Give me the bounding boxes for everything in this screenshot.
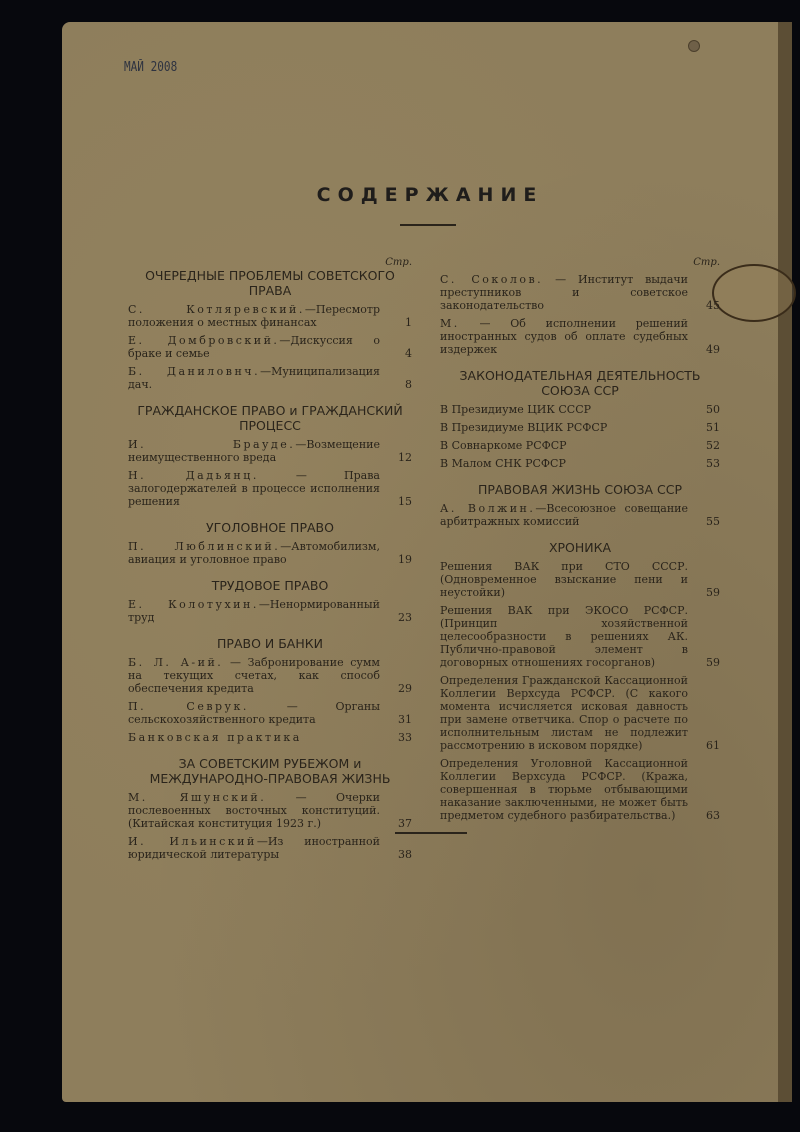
- binding-hole: [688, 40, 700, 52]
- section-heading: ПРАВО И БАНКИ: [217, 636, 323, 651]
- toc-entry: [128, 303, 412, 329]
- entry-page-number: 53: [706, 457, 720, 470]
- entry-title: —Возмещение неимущественного вреда: [128, 438, 380, 464]
- toc-entry: [128, 334, 412, 360]
- entry-title: —Из иностранной юридической литературы: [128, 835, 380, 861]
- entry-author: С. Котляревский.: [128, 303, 305, 316]
- entry-title: В Президиуме ВЦИК РСФСР: [440, 421, 608, 434]
- date-stamp: МАЙ 2008: [124, 60, 178, 75]
- toc-entry: [440, 560, 720, 599]
- toc-entry: [440, 273, 720, 312]
- entry-title: В Президиуме ЦИК СССР: [440, 403, 592, 416]
- toc-entry: [128, 469, 412, 508]
- entry-title: Решения ВАК при СТО СССР. (Одновременное взыскание пени и неустойки): [440, 560, 688, 599]
- section-heading: УГОЛОВНОЕ ПРАВО: [206, 520, 334, 535]
- entry-author: Банковская практика: [128, 731, 302, 744]
- entry-title: — Об исполнении решений иностранных судов об оплате судебных издержек: [440, 317, 688, 356]
- entry-author: П. Севрук.: [128, 700, 249, 713]
- entry-title: —Всесоюзное совещание арбитражных комиссий: [440, 502, 688, 528]
- title-ornament: [400, 224, 456, 226]
- entry-author: Е. Колотухин.: [128, 598, 259, 611]
- entry-page-number: 31: [398, 713, 412, 726]
- entry-author: И. Брауде.: [128, 438, 296, 451]
- entry-page-number: 61: [706, 739, 720, 752]
- section-spacer: [128, 508, 412, 520]
- toc-entry: [128, 365, 412, 391]
- entry-page-number: 51: [706, 421, 720, 434]
- toc-entry: [128, 700, 412, 726]
- section-heading: ПРАВОВАЯ ЖИЗНЬ СОЮЗА ССР: [477, 482, 683, 497]
- toc-entry: [440, 457, 720, 470]
- entry-page-number: 52: [706, 439, 720, 452]
- section-heading: ЗА СОВЕТСКИМ РУБЕЖОМ и МЕЖДУНАРОДНО-ПРАВОВАЯ ЖИЗНЬ: [149, 756, 391, 786]
- toc-entry: [128, 835, 412, 861]
- toc-entry: [440, 604, 720, 669]
- entry-title: — Права залогодержателей в процессе исполнения решения: [128, 469, 380, 508]
- toc-entry: [440, 317, 720, 356]
- section-heading: ГРАЖДАНСКОЕ ПРАВО и ГРАЖДАНСКИЙ ПРОЦЕСС: [137, 403, 403, 433]
- entry-title: —Муниципализация дач.: [128, 365, 380, 391]
- section-spacer: [128, 624, 412, 636]
- section-heading: ТРУДОВОЕ ПРАВО: [211, 578, 329, 593]
- entry-page-number: 59: [706, 656, 720, 669]
- entry-page-number: 12: [398, 451, 412, 464]
- entry-page-number: 37: [398, 817, 412, 830]
- entry-title: —Ненормированный труд: [128, 598, 380, 624]
- section-spacer: [128, 391, 412, 403]
- section-heading: ОЧЕРЕДНЫЕ ПРОБЛЕМЫ СОВЕТСКОГО ПРАВА: [145, 268, 395, 298]
- entry-title: — Органы сельскохозяйственного кредита: [128, 700, 380, 726]
- entry-author: И. Ильинский: [128, 835, 257, 848]
- entry-page-number: 49: [706, 343, 720, 356]
- section-spacer: [440, 356, 720, 368]
- entry-page-number: 19: [398, 553, 412, 566]
- entry-author: Е. Домбровский.: [128, 334, 280, 347]
- section-spacer: [128, 566, 412, 578]
- toc-entry: [128, 438, 412, 464]
- entry-page-number: 15: [398, 495, 412, 508]
- toc-entry: [440, 439, 720, 452]
- entry-author: М. Яшунский.: [128, 791, 267, 804]
- entry-title: —Автомобилизм, авиация и уголовное право: [128, 540, 380, 566]
- entry-author: Б. Л. А-ий.: [128, 656, 224, 669]
- entry-page-number: 1: [405, 316, 412, 329]
- entry-title: —Дискуссия о браке и семье: [128, 334, 380, 360]
- page-column-label: Стр.: [693, 257, 720, 268]
- toc-entry: [440, 502, 720, 528]
- toc-entry: [128, 598, 412, 624]
- section-spacer: [128, 744, 412, 756]
- entry-title: Решения ВАК при ЭКОСО РСФСР. (Принцип хозяйственной целесообразности в решениях АК. Публично-правовой элемент в договорных отношениях госорганов): [440, 604, 688, 669]
- entry-author: Н. Дадьянц.: [128, 469, 259, 482]
- entry-title: В Малом СНК РСФСР: [440, 457, 566, 470]
- entry-author: С. Соколов.: [440, 273, 544, 286]
- stain: [712, 264, 796, 322]
- entry-author: М.: [440, 317, 460, 330]
- section-heading: ХРОНИКА: [548, 540, 612, 555]
- toc-entry: [440, 674, 720, 752]
- section-spacer: [440, 528, 720, 540]
- entry-author: П. Люблинский.: [128, 540, 281, 553]
- entry-title: Определения Уголовной Кассационной Коллегии Верхсуда РСФСР. (Кража, совершенная в тюрьме отбывающими наказание заключенными, не может быть предметом судебного разбирательства.): [440, 757, 688, 822]
- entry-page-number: 55: [706, 515, 720, 528]
- toc-right-column: [440, 256, 720, 822]
- entry-title: — Очерки послевоенных восточных конституций. (Китайская конституция 1923 г.): [128, 791, 380, 830]
- entry-page-number: 45: [706, 299, 720, 312]
- section-heading: ЗАКОНОДАТЕЛЬНАЯ ДЕЯТЕЛЬНОСТЬ СОЮЗА ССР: [459, 368, 701, 398]
- entry-title: — Забронирование сумм на текущих счетах, как способ обеспечения кредита: [128, 656, 380, 695]
- entry-page-number: 59: [706, 586, 720, 599]
- entry-title: В Совнаркоме РСФСР: [440, 439, 567, 452]
- page-column-label: Стр.: [385, 257, 412, 268]
- toc-entry: [128, 656, 412, 695]
- entry-page-number: 29: [398, 682, 412, 695]
- toc-entry: [128, 540, 412, 566]
- toc-entry: [128, 791, 412, 830]
- toc-entry: [128, 731, 412, 744]
- entry-page-number: 33: [398, 731, 412, 744]
- entry-page-number: 8: [405, 378, 412, 391]
- entry-page-number: 4: [405, 347, 412, 360]
- toc-left-column: [128, 256, 412, 861]
- entry-page-number: 23: [398, 611, 412, 624]
- toc-entry: [440, 757, 720, 822]
- entry-title: —Пересмотр положения о местных финансах: [128, 303, 380, 329]
- entry-page-number: 63: [706, 809, 720, 822]
- section-spacer: [440, 470, 720, 482]
- toc-entry: [440, 403, 720, 416]
- entry-title: — Институт выдачи преступников и советское законодательство: [440, 273, 688, 312]
- entry-title: Определения Гражданской Кассационной Коллегии Верхсуда РСФСР. (С какого момента исчисляется исковая давность при замене ответчика. Спор о расчете по исполнительным листам не подлежит рассмотрению в исковом порядке): [440, 674, 688, 752]
- entry-author: А. Волжин.: [440, 502, 536, 515]
- page-title: СОДЕРЖАНИЕ: [316, 184, 544, 206]
- toc-entry: [440, 421, 720, 434]
- entry-page-number: 50: [706, 403, 720, 416]
- entry-page-number: 38: [398, 848, 412, 861]
- entry-author: Б. Даниловнч.: [128, 365, 261, 378]
